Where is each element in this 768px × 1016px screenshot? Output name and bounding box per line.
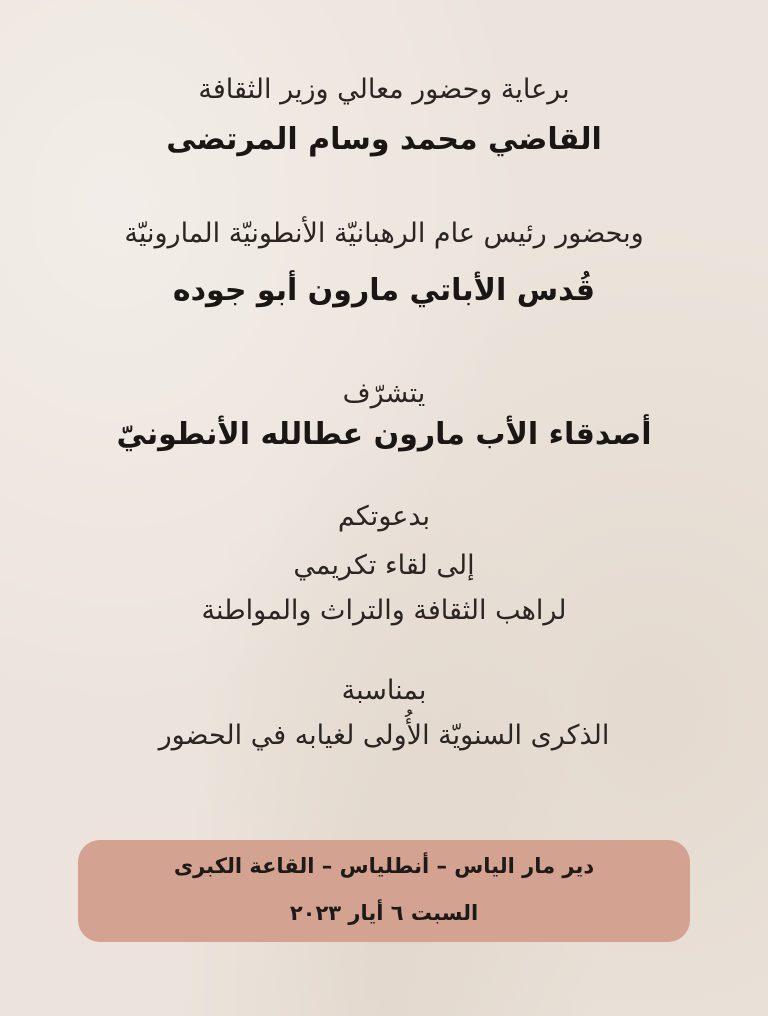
patronage-line: برعاية وحضور معالي وزير الثقافة bbox=[198, 74, 570, 105]
presence-line: وبحضور رئيس عام الرهبانيّة الأنطونيّة المارونيّة bbox=[124, 218, 644, 249]
dedication-line: لراهب الثقافة والتراث والمواطنة bbox=[201, 595, 567, 626]
invite-line: بدعوتكم bbox=[337, 501, 431, 532]
venue-date: السبت ٦ أيار ٢٠٢٣ bbox=[289, 901, 479, 925]
occasion-line: الذكرى السنويّة الأُولى لغيابه في الحضور bbox=[158, 720, 610, 751]
venue-location: دير مار الياس – أنطلياس – القاعة الكبرى bbox=[173, 854, 595, 878]
venue-box bbox=[78, 840, 690, 942]
hosts-name: أصدقاء الأب مارون عطالله الأنطونيّ bbox=[116, 417, 652, 452]
occasion-label: بمناسبة bbox=[341, 675, 427, 706]
abbot-name: قُدس الأباتي مارون أبو جوده bbox=[172, 273, 596, 308]
honored-line: يتشرّف bbox=[342, 378, 426, 409]
event-line: إلى لقاء تكريمي bbox=[293, 550, 475, 581]
minister-name: القاضي محمد وسام المرتضى bbox=[166, 122, 602, 157]
